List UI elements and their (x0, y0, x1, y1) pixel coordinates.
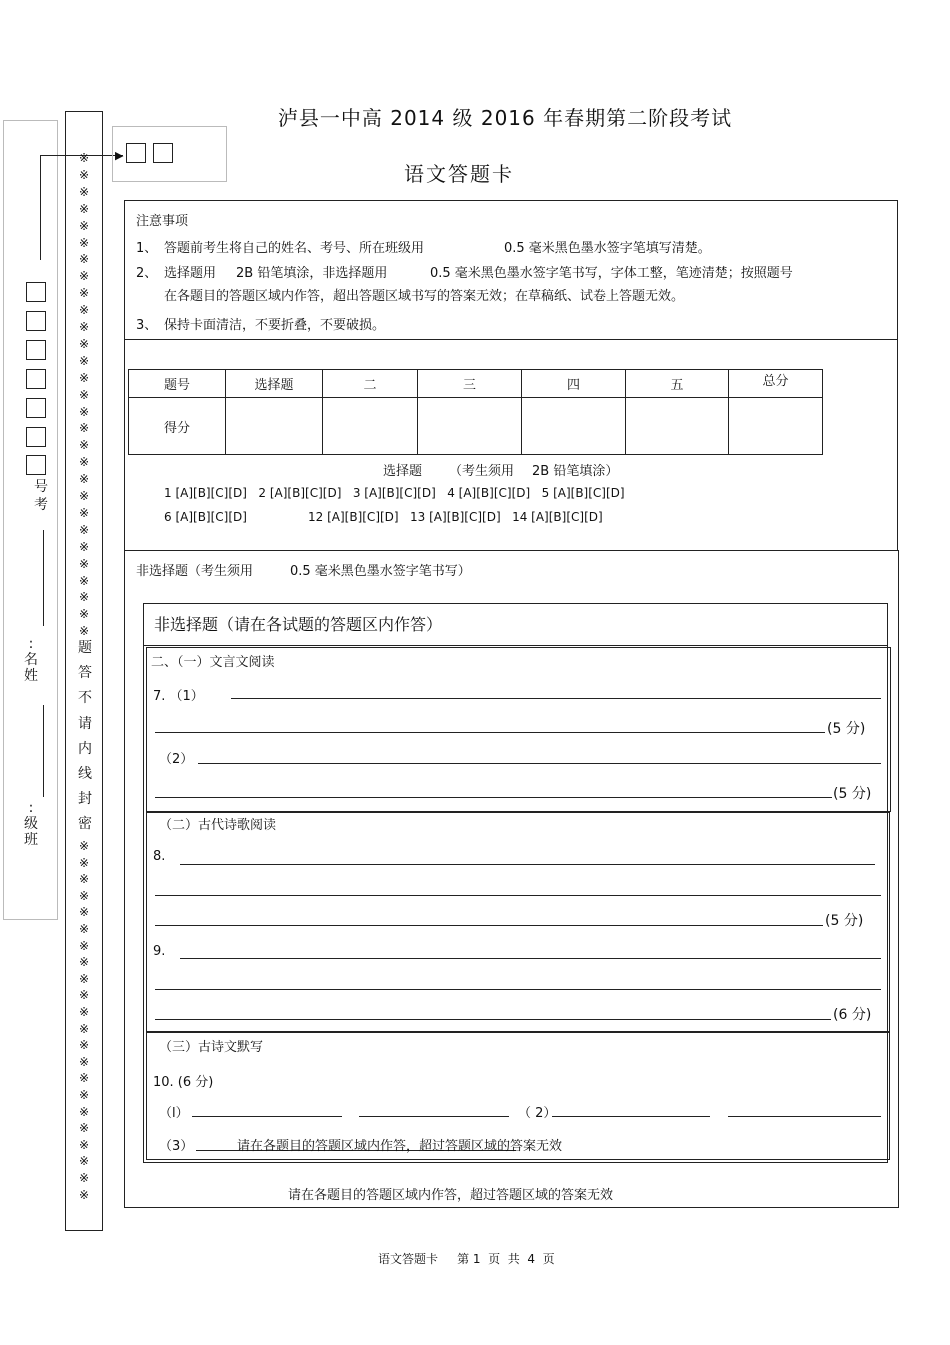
note-2-text-d: 在各题目的答题区域内作答，超出答题区域书写的答案无效；在草稿纸、试卷上答题无效。 (164, 289, 685, 304)
seal-star: ※ (78, 556, 90, 571)
q9-label: 9. (153, 944, 166, 959)
choice-row-1[interactable]: 1 [A][B][C][D] 2 [A][B][C][D] 3 [A][B][C][D] 4 [A][B][C][D] 5 [A][B][C][D] (164, 486, 625, 500)
notes-heading: 注意事项 (136, 214, 189, 229)
q10-part1-blank-b[interactable] (359, 1116, 509, 1117)
seal-star: ※ (78, 1154, 90, 1169)
seal-star: ※ (78, 184, 90, 199)
seal-star: ※ (78, 336, 90, 351)
seal-star: ※ (78, 1187, 90, 1202)
seal-star: ※ (78, 286, 90, 301)
score-input-cell[interactable] (323, 398, 418, 455)
nonchoice-heading: 非选择题（考生须用 (136, 564, 254, 579)
section-2-title: （二）古代诗歌阅读 (159, 818, 277, 833)
score-header-cell: 二 (323, 370, 418, 398)
q10-part1-label: （l） (159, 1106, 189, 1121)
note-1-text: 答题前考生将自己的姓名、考号、所在班级用 (164, 241, 425, 256)
note-3-number: 3、 (136, 318, 158, 333)
seal-star: ※ (78, 905, 90, 920)
note-2-text: 选择题用 (164, 266, 217, 281)
score-input-cell[interactable] (522, 398, 626, 455)
seal-star: ※ (78, 303, 90, 318)
bottom-answer-warning: 请在各题目的答题区域内作答，超过答题区域的答案无效 (288, 1188, 614, 1203)
seal-star: ※ (78, 839, 90, 853)
note-2-text-c: 0.5 毫米黑色墨水签字笔书写，字体工整，笔迹清楚；按照题号 (430, 266, 793, 281)
exam-number-square[interactable] (26, 340, 46, 360)
seal-star: ※ (78, 252, 90, 267)
barcode-square[interactable] (153, 143, 173, 163)
q9-answer-line[interactable] (180, 958, 881, 959)
q8-score: (5 分) (825, 913, 864, 929)
seal-star: ※ (78, 855, 90, 870)
seal-star: ※ (78, 1071, 90, 1086)
seal-star: ※ (78, 269, 90, 284)
kaohao-label: 号 考 (34, 479, 48, 513)
seal-char: 封 (78, 791, 92, 808)
seal-star: ※ (78, 387, 90, 402)
seal-star: ※ (78, 353, 90, 368)
barcode-square[interactable] (126, 143, 146, 163)
score-header-cell: 五 (626, 370, 729, 398)
connector-line-vertical (40, 155, 41, 260)
q10-part3-label: （3） (159, 1139, 194, 1154)
score-header-cell: 题号 (129, 370, 226, 398)
seal-star: ※ (78, 971, 90, 986)
score-input-cell[interactable] (729, 398, 823, 455)
exam-number-square[interactable] (26, 369, 46, 389)
section-classical-chinese (146, 647, 891, 812)
seal-char: 线 (78, 766, 92, 782)
nonchoice-inner-heading: 非选择题（请在各试题的答题区内作答） (154, 615, 443, 634)
q7-part2-answer-line-2[interactable] (155, 797, 832, 798)
seal-char: 答 (78, 665, 92, 682)
answer-card-subtitle: 语文答题卡 (404, 162, 514, 186)
choice-row-2b[interactable]: 12 [A][B][C][D] 13 [A][B][C][D] 14 [A][B][C][D] (308, 510, 603, 524)
seal-star: ※ (78, 1038, 90, 1053)
seal-star: ※ (78, 1054, 90, 1069)
q10-part2-blank-b[interactable] (728, 1116, 881, 1117)
seal-char: 密 (78, 816, 92, 833)
seal-star: ※ (78, 1137, 90, 1152)
score-row-label: 得分 (129, 398, 226, 455)
seal-char: 题 (78, 640, 92, 656)
q7-part2-score: (5 分) (833, 786, 872, 802)
seal-star: ※ (78, 235, 90, 250)
choice-heading-c: 2B 铅笔填涂） (532, 464, 619, 479)
seal-star: ※ (78, 938, 90, 953)
note-1-number: 1、 (136, 241, 158, 256)
seal-star: ※ (78, 505, 90, 520)
choice-heading: 选择题 (383, 464, 423, 479)
seal-star: ※ (78, 573, 90, 588)
page-footer: 语文答题卡 第 1 页 共 4 页 (378, 1252, 555, 1266)
seal-star: ※ (78, 1088, 90, 1102)
seal-star: ※ (78, 1021, 90, 1036)
class-label: : 级 班 (24, 800, 38, 848)
seal-star: ※ (78, 872, 90, 887)
score-header-cell: 四 (522, 370, 626, 398)
note-2-text-b: 2B 铅笔填涂，非选择题用 (236, 266, 388, 281)
score-input-cell[interactable] (418, 398, 522, 455)
q10-label: 10. (6 分) (153, 1075, 214, 1090)
q9-answer-line-2[interactable] (155, 989, 881, 990)
seal-char: 内 (78, 740, 92, 757)
name-label: : 名 姓 (24, 636, 38, 684)
seal-star: ※ (78, 151, 90, 165)
seal-star: ※ (78, 522, 90, 537)
seal-star: ※ (78, 1005, 90, 1019)
q7-part1-answer-line-2[interactable] (155, 732, 825, 733)
note-1-text-b: 0.5 毫米黑色墨水签字笔填写清楚。 (504, 241, 711, 256)
score-input-cell[interactable] (626, 398, 729, 455)
q7-part1-label: 7. （1） (153, 689, 204, 704)
seal-star: ※ (78, 455, 90, 470)
seal-char: 不 (78, 690, 92, 707)
section-3-title: （三）古诗文默写 (159, 1040, 264, 1055)
q8-answer-line-3[interactable] (155, 925, 823, 926)
exam-number-square[interactable] (26, 455, 46, 475)
seal-star: ※ (78, 370, 90, 385)
q8-answer-line-2[interactable] (155, 895, 881, 896)
seal-star: ※ (78, 1121, 90, 1136)
q8-answer-line[interactable] (180, 864, 875, 865)
score-header-cell: 三 (418, 370, 522, 398)
q9-answer-line-3[interactable] (155, 1019, 831, 1020)
q10-part1-blank-a[interactable] (192, 1116, 342, 1117)
seal-star: ※ (78, 472, 90, 487)
exam-number-square[interactable] (26, 282, 46, 302)
note-2-number: 2、 (136, 266, 158, 281)
seal-star: ※ (78, 1104, 90, 1119)
seal-star: ※ (78, 888, 90, 903)
seal-char: 请 (78, 715, 92, 732)
section-1-title: 二、（一）文言文阅读 (151, 655, 275, 670)
score-header-cell: 总分 (729, 370, 823, 398)
seal-star: ※ (78, 167, 90, 182)
name-write-line (43, 530, 44, 626)
q9-score: (6 分) (833, 1007, 872, 1023)
exam-number-square[interactable] (26, 311, 46, 331)
exam-number-square[interactable] (26, 398, 46, 418)
q8-label: 8. (153, 849, 166, 864)
seal-star: ※ (78, 988, 90, 1003)
inner-heading-divider (143, 645, 888, 646)
exam-number-square[interactable] (26, 427, 46, 447)
score-header-cell: 选择题 (226, 370, 323, 398)
q7-part1-answer-line[interactable] (231, 698, 881, 699)
choice-row-2a[interactable]: 6 [A][B][C][D] (164, 510, 247, 524)
choice-heading-b: （考生须用 (449, 464, 515, 479)
seal-star: ※ (78, 1171, 90, 1185)
seal-star: ※ (78, 218, 90, 233)
q10-part2-label: （ 2） (518, 1106, 557, 1121)
q7-part2-answer-line[interactable] (198, 763, 881, 764)
seal-star: ※ (78, 607, 90, 622)
q7-part1-score: (5 分) (827, 721, 866, 737)
nonchoice-heading-b: 0.5 毫米黑色墨水签字笔书写） (290, 564, 471, 579)
q7-part2-label: （2） (159, 752, 194, 767)
class-write-line (43, 705, 44, 797)
seal-star: ※ (78, 320, 90, 334)
seal-star: ※ (78, 922, 90, 936)
seal-star: ※ (78, 955, 90, 970)
seal-star: ※ (78, 404, 90, 419)
seal-star: ※ (78, 489, 90, 503)
section-poetry (146, 812, 890, 1032)
seal-star: ※ (78, 624, 90, 639)
score-input-cell[interactable] (226, 398, 323, 455)
seal-star: ※ (78, 438, 90, 453)
q10-part2-blank-a[interactable] (552, 1116, 710, 1117)
note-3-text: 保持卡面清洁，不要折叠，不要破损。 (164, 318, 386, 333)
seal-star: ※ (78, 539, 90, 554)
inline-answer-warning: 请在各题目的答题区域内作答，超过答题区域的答案无效 (237, 1139, 563, 1154)
seal-star: ※ (78, 590, 90, 605)
seal-star: ※ (78, 201, 90, 216)
seal-star: ※ (78, 421, 90, 436)
arrow-icon: ▶ (115, 149, 124, 162)
exam-title: 泸县一中高 2014 级 2016 年春期第二阶段考试 (277, 106, 733, 130)
score-table (128, 369, 823, 455)
